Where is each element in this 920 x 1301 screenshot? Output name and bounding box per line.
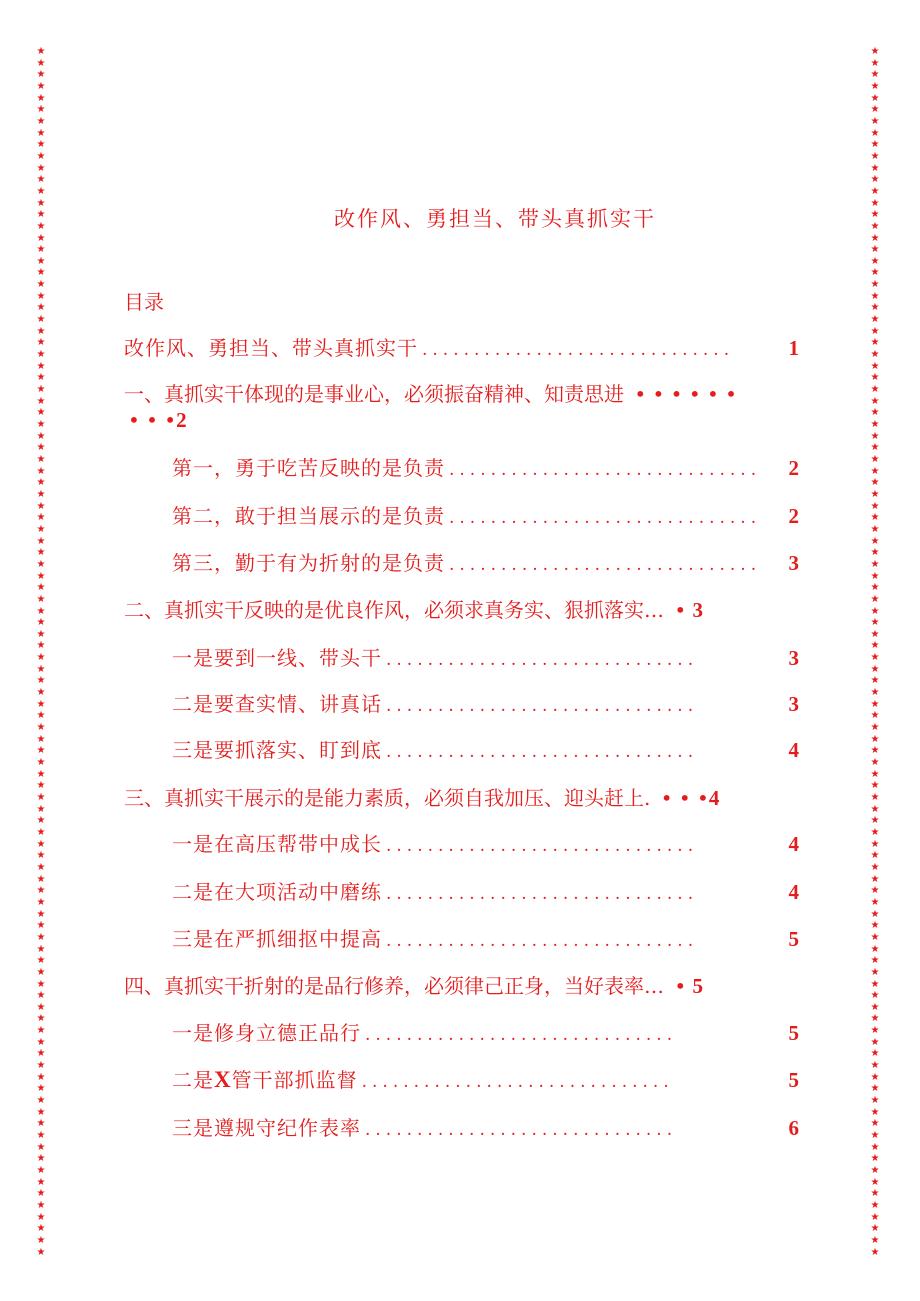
toc-entry-label-bold: X — [214, 1067, 232, 1092]
toc-entry-leader: .............................. — [386, 696, 699, 716]
toc-entry-label: 三是要抓落实、盯到底 — [172, 738, 382, 762]
toc-entry-label: 三是在严抓细抠中提高 — [172, 927, 382, 951]
toc-entry-leader: .............................. — [386, 742, 699, 762]
toc-entry[interactable] — [172, 1017, 800, 1046]
toc-entry[interactable] — [172, 828, 800, 857]
toc-entry-label: 第三，勤于有为折射的是负责 — [172, 551, 445, 575]
toc-entry-continuation[interactable] — [128, 408, 187, 433]
toc-entry[interactable] — [172, 734, 800, 763]
left-star-border: ★ ★ ★ ★ ★ ★ ★ ★ ★ ★ ★ ★ ★ ★ ★ ★ ★ ★ ★ ★ ★ ★ ★ ★ ★ ★ ★ ★ ★ ★ ★ ★ ★ ★ ★ ★ ★ ★ ★ ★ ★ ★ ★ ★ ★ ★ ★ ★ ★ ★ ★ ★ ★ ★ ★ ★ ★ ★ ★ ★ ★ ★ ★ ★ ★ ★ ★ ★ ★ ★ ★ ★ ★ ★ ★ ★ ★ ★ ★ ★ ★ ★ ★ ★ ★ ★ ★ ★ ★ ★ ★ ★ ★ ★ ★ ★ ★ ★ ★ ★ ★ ★ ★ ★ — [36, 46, 46, 1258]
toc-entry-leader: .............................. — [449, 460, 762, 480]
toc-entry-leader: .............................. — [422, 340, 735, 360]
toc-entry-label: 改作风、勇担当、带头真抓实干 — [124, 336, 418, 360]
toc-entry[interactable] — [124, 332, 800, 361]
toc-entry[interactable] — [172, 642, 800, 671]
document-title: 改作风、勇担当、带头真抓实干 — [334, 207, 656, 231]
toc-entry-page: 5 — [788, 1021, 800, 1045]
toc-entry-page: 3 — [788, 551, 800, 575]
toc-entry-label: 二是要查实情、讲真话 — [172, 692, 382, 716]
toc-entry[interactable] — [172, 876, 800, 905]
toc-entry-page: 3 — [788, 646, 800, 670]
toc-entry-leader: .............................. — [365, 1025, 678, 1045]
toc-entry-leader: • • • — [660, 786, 709, 810]
toc-entry-page: 2 — [176, 408, 187, 432]
toc-entry-label-prefix: 二是 — [172, 1068, 214, 1092]
toc-entry[interactable] — [172, 547, 800, 576]
toc-entry[interactable] — [172, 1112, 800, 1141]
toc-entry[interactable] — [172, 452, 800, 481]
toc-entry-page: 5 — [692, 974, 704, 998]
toc-entry-leader: • — [674, 974, 687, 998]
toc-entry-leader: • • • • • • — [634, 382, 737, 406]
toc-entry[interactable] — [172, 688, 800, 717]
toc-entry[interactable] — [172, 1064, 800, 1093]
toc-entry-page: 2 — [788, 456, 800, 480]
toc-entry-leader: .............................. — [386, 884, 699, 904]
toc-entry-page: 1 — [788, 336, 800, 360]
toc-entry-page: 4 — [788, 880, 800, 904]
toc-entry-page: 2 — [788, 504, 800, 528]
toc-entry-label: 二、真抓实干反映的是优良作风，必须求真务实、狠抓落实… — [124, 598, 664, 622]
toc-entry-label: 一是修身立德正品行 — [172, 1021, 361, 1045]
toc-entry[interactable] — [124, 594, 703, 623]
toc-entry-label — [172, 1064, 358, 1093]
toc-entry-label: 一是在高压帮带中成长 — [172, 832, 382, 856]
toc-entry-label: 第二，敢于担当展示的是负责 — [172, 504, 445, 528]
toc-entry-page: 4 — [788, 832, 800, 856]
toc-entry-label: 三是遵规守纪作表率 — [172, 1116, 361, 1140]
toc-entry-leader: .............................. — [365, 1120, 678, 1140]
toc-entry-page: 6 — [788, 1116, 800, 1140]
toc-entry-label: 四、真抓实干折射的是品行修养，必须律己正身，当好表率… — [124, 974, 664, 998]
toc-entry[interactable] — [124, 970, 703, 999]
toc-entry-label-suffix: 管干部抓监督 — [231, 1068, 358, 1092]
toc-entry[interactable] — [172, 500, 800, 529]
toc-entry-label: 三、真抓实干展示的是能力素质，必须自我加压、迎头赶上. — [124, 786, 651, 810]
toc-entry-leader: .............................. — [386, 931, 699, 951]
toc-entry-label: 一是要到一线、带头干 — [172, 646, 382, 670]
toc-entry-label: 第一，勇于吃苦反映的是负责 — [172, 456, 445, 480]
toc-entry-leader: .............................. — [449, 555, 762, 575]
toc-entry[interactable] — [124, 378, 737, 407]
toc-entry[interactable] — [172, 923, 800, 952]
toc-entry-page: 4 — [708, 786, 720, 810]
toc-entry-label: 二是在大项活动中磨练 — [172, 880, 382, 904]
toc-entry-page: 5 — [788, 927, 800, 951]
toc-entry-leader: .............................. — [449, 508, 762, 528]
toc-entry-page: 5 — [788, 1068, 800, 1092]
toc-entry-page: 3 — [692, 598, 704, 622]
toc-entry-page: 3 — [788, 692, 800, 716]
toc-entry-label: 一、真抓实干体现的是事业心，必须振奋精神、知责思进 — [124, 382, 624, 406]
toc-entry-leader: • — [674, 598, 687, 622]
toc-heading: 目录 — [124, 290, 164, 314]
right-star-border: ★ ★ ★ ★ ★ ★ ★ ★ ★ ★ ★ ★ ★ ★ ★ ★ ★ ★ ★ ★ ★ ★ ★ ★ ★ ★ ★ ★ ★ ★ ★ ★ ★ ★ ★ ★ ★ ★ ★ ★ ★ ★ ★ ★ ★ ★ ★ ★ ★ ★ ★ ★ ★ ★ ★ ★ ★ ★ ★ ★ ★ ★ ★ ★ ★ ★ ★ ★ ★ ★ ★ ★ ★ ★ ★ ★ ★ ★ ★ ★ ★ ★ ★ ★ ★ ★ ★ ★ ★ ★ ★ ★ ★ ★ ★ ★ ★ ★ ★ ★ ★ ★ ★ ★ — [870, 46, 880, 1258]
toc-entry-leader: • • • — [128, 408, 177, 432]
toc-entry-leader: .............................. — [386, 650, 699, 670]
toc-entry-page: 4 — [788, 738, 800, 762]
toc-entry-leader: .............................. — [386, 836, 699, 856]
toc-entry-leader: .............................. — [361, 1072, 674, 1092]
toc-entry[interactable] — [124, 782, 719, 811]
